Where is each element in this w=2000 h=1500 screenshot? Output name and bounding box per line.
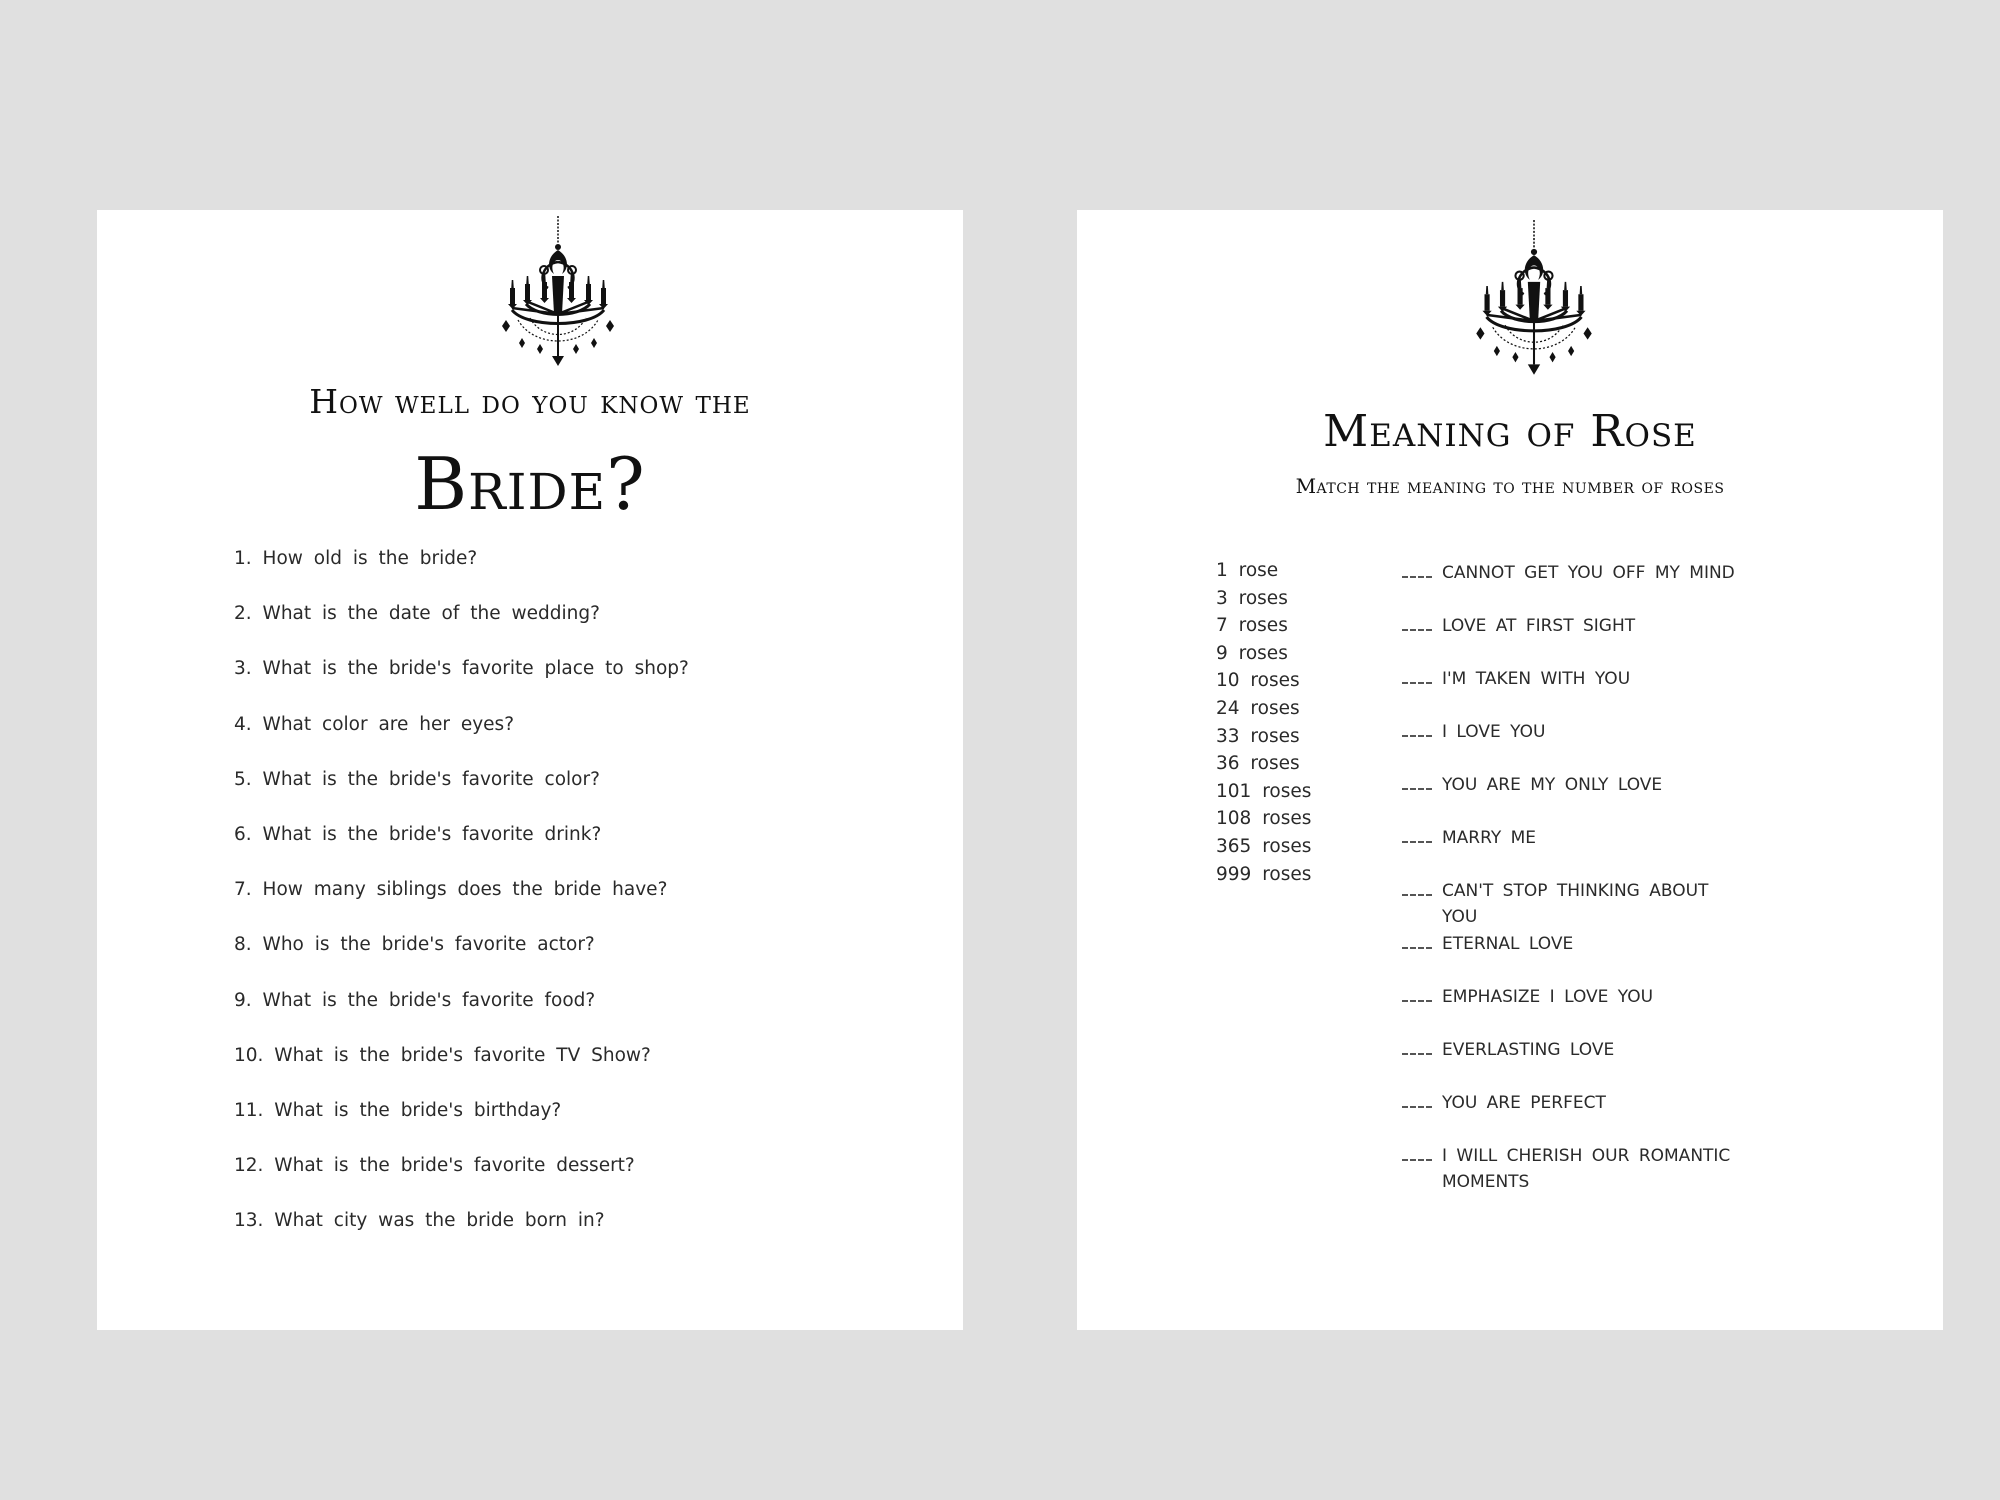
page-title: Meaning of Rose [1323, 406, 1697, 457]
answer-blank [1402, 894, 1432, 896]
rose-count-item: 101 roses [1216, 780, 1312, 802]
meaning-text: YOU ARE MY ONLY LOVE [1442, 775, 1663, 795]
meaning-item [1402, 984, 1752, 1037]
bride-quiz-page [97, 210, 963, 1330]
meaning-text: LOVE AT FIRST SIGHT [1442, 616, 1636, 636]
rose-count-item: 1 rose [1216, 560, 1279, 581]
meaning-item [1402, 931, 1752, 984]
question-item: 6. What is the bride's favorite drink? [234, 823, 602, 845]
question-list [234, 548, 689, 1265]
rose-count-item: 365 roses [1216, 835, 1312, 857]
chandelier-icon [502, 216, 614, 376]
meaning-text: CAN'T STOP THINKING ABOUT YOU [1442, 881, 1709, 927]
rose-count-item: 3 roses [1216, 587, 1288, 609]
answer-blank [1402, 947, 1432, 949]
rose-count-item: 9 roses [1216, 642, 1288, 664]
rose-count-item: 108 roses [1216, 808, 1312, 830]
meaning-text: MARRY ME [1442, 828, 1537, 848]
meaning-item [1402, 560, 1752, 613]
meaning-text: I WILL CHERISH OUR ROMANTIC MOMENTS [1442, 1146, 1731, 1192]
answer-blank [1402, 682, 1432, 684]
rose-count-list [1216, 560, 1311, 891]
question-item: 3. What is the bride's favorite place to shop? [234, 658, 689, 680]
page-title: How well do you know the [309, 382, 751, 421]
meaning-text: EVERLASTING LOVE [1442, 1040, 1615, 1060]
meaning-text: EMPHASIZE I LOVE YOU [1442, 987, 1654, 1007]
meaning-item [1402, 878, 1752, 931]
rose-count-item: 10 roses [1216, 670, 1300, 692]
question-item: 5. What is the bride's favorite color? [234, 768, 600, 790]
question-item: 9. What is the bride's favorite food? [234, 989, 596, 1011]
page-title-main: Bride? [414, 442, 646, 526]
rose-meaning-page [1077, 210, 1943, 1330]
answer-blank [1402, 735, 1432, 737]
meaning-text: YOU ARE PERFECT [1442, 1093, 1606, 1113]
question-item: 7. How many siblings does the bride have? [234, 879, 668, 901]
question-item: 1. How old is the bride? [234, 548, 478, 569]
meaning-text: I LOVE YOU [1442, 722, 1546, 742]
question-item: 13. What city was the bride born in? [234, 1210, 605, 1232]
answer-blank [1402, 1106, 1432, 1108]
meaning-text: CANNOT GET YOU OFF MY MIND [1442, 563, 1735, 583]
question-item: 10. What is the bride's favorite TV Show? [234, 1044, 651, 1066]
meaning-text: ETERNAL LOVE [1442, 934, 1574, 954]
chandelier-icon [1469, 220, 1599, 385]
question-item: 2. What is the date of the wedding? [234, 603, 600, 625]
answer-blank [1402, 841, 1432, 843]
meaning-item [1402, 1037, 1752, 1090]
meaning-list [1402, 560, 1752, 1196]
question-item: 4. What color are her eyes? [234, 713, 515, 735]
rose-count-item: 33 roses [1216, 725, 1300, 747]
answer-blank [1402, 1053, 1432, 1055]
page-subtitle: Match the meaning to the number of roses [1295, 474, 1725, 498]
meaning-item [1402, 1090, 1752, 1143]
meaning-item [1402, 719, 1752, 772]
question-item: 11. What is the bride's birthday? [234, 1099, 562, 1121]
meaning-item [1402, 613, 1752, 666]
meaning-item [1402, 772, 1752, 825]
meaning-item [1402, 825, 1752, 878]
answer-blank [1402, 788, 1432, 790]
answer-blank [1402, 576, 1432, 578]
meaning-text: I'M TAKEN WITH YOU [1442, 669, 1631, 689]
answer-blank [1402, 1159, 1432, 1161]
rose-count-item: 7 roses [1216, 615, 1288, 637]
meaning-item [1402, 1143, 1752, 1196]
question-item: 12. What is the bride's favorite dessert? [234, 1155, 635, 1177]
question-item: 8. Who is the bride's favorite actor? [234, 934, 595, 956]
rose-count-item: 999 roses [1216, 863, 1312, 885]
answer-blank [1402, 1000, 1432, 1002]
rose-count-item: 36 roses [1216, 753, 1300, 775]
answer-blank [1402, 629, 1432, 631]
rose-count-item: 24 roses [1216, 697, 1300, 719]
meaning-item [1402, 666, 1752, 719]
